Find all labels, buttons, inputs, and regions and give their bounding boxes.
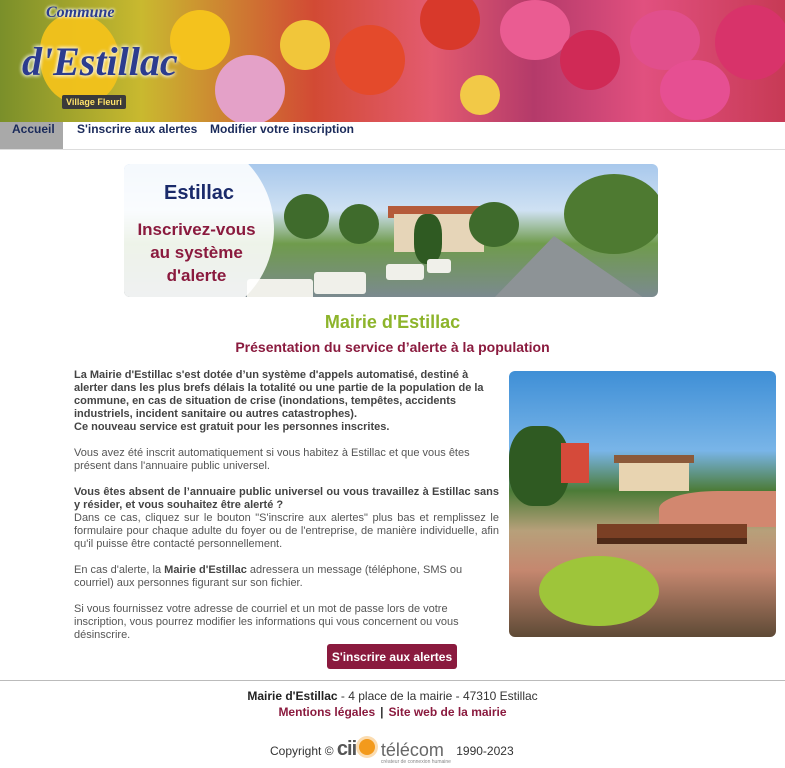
flower-decoration (335, 25, 405, 95)
logo-name-text: d'Estillac (22, 39, 178, 84)
main-nav (0, 122, 785, 150)
intro-bold: La Mairie d'Estillac s'est dotée d’un système d'appels automatisé, destiné à alerter dans les plus brefs délais la totalité ou une partie de la population de la commune, en cas de situation de crise (inondations, tempêtes, accidents industriels, incident sanitaire ou autres catastrophes). (74, 369, 484, 420)
logo-badge: Village Fleuri (62, 95, 126, 109)
flower-decoration (500, 0, 570, 60)
hero-tree (339, 204, 379, 244)
hero-planter (314, 272, 366, 294)
nav-item-inscrire[interactable]: S'inscrire aux alertes (77, 122, 198, 136)
cii-brand-text: cii (336, 738, 357, 760)
hero-tree (564, 174, 658, 254)
alert-text-post: adressera un message (téléphone, SMS ou courriel) aux personnes figurant sur son fichier. (74, 564, 463, 589)
page-subtitle: Présentation du service d’alerte à la population (235, 339, 550, 355)
logo-commune-text: Commune (46, 4, 115, 21)
brand-tagline: créateur de connexion humaine (380, 759, 451, 765)
absent-paragraph (74, 486, 499, 551)
hero-tree (469, 202, 519, 247)
presentation-text (74, 369, 499, 655)
flower-decoration (170, 10, 230, 70)
hero-planter (427, 259, 451, 273)
alert-paragraph (74, 564, 499, 590)
nav-item-accueil[interactable]: Accueil (0, 122, 63, 149)
hero-tree (284, 194, 329, 239)
photo-play-structure (561, 443, 589, 483)
flower-decoration (280, 20, 330, 70)
hero-tree (414, 214, 442, 264)
alert-text-pre: En cas d'alerte, la (74, 564, 165, 576)
flower-decoration (715, 5, 785, 80)
commune-logo[interactable] (18, 0, 178, 120)
absent-question: Vous êtes absent de l’annuaire public universel ou vous travaillez à Estillac sans y résider, et vous souhaitez être alerté ? (74, 486, 499, 511)
auto-registration-paragraph: Vous avez été inscrit automatiquement si vous habitez à Estillac et que vous êtes présent dans l'annuaire public universel. (74, 447, 470, 472)
free-service-note: Ce nouveau service est gratuit pour les personnes inscrites. (74, 421, 390, 433)
flower-decoration (460, 75, 500, 115)
flower-decoration (420, 0, 480, 50)
photo-bench-seat (597, 538, 747, 544)
hero-banner (124, 164, 658, 297)
footer-divider (0, 680, 785, 681)
page-title: Mairie d'Estillac (324, 312, 461, 332)
intro-paragraph (74, 369, 499, 434)
footer-org: Mairie d'Estillac (247, 689, 338, 703)
park-photo (509, 371, 776, 637)
photo-fountain (659, 491, 776, 527)
copyright-text: Copyright © (270, 744, 334, 759)
photo-kiosk (619, 461, 689, 491)
town-site-link[interactable]: Site web de la mairie (388, 705, 507, 719)
header-banner (0, 0, 785, 122)
copyright-years: 1990-2023 (456, 744, 514, 759)
subscribe-button[interactable]: S'inscrire aux alertes (327, 644, 457, 669)
flower-decoration (660, 60, 730, 120)
footer-address-text: - 4 place de la mairie - 47310 Estillac (337, 689, 538, 703)
sun-icon (359, 739, 375, 755)
legal-link[interactable]: Mentions légales (278, 705, 376, 719)
photo-bench (597, 524, 747, 538)
photo-kiosk-roof (614, 455, 694, 463)
hero-subtitle: Inscrivez-vous au système d'alerte (137, 220, 256, 285)
footer-link-separator: | (380, 705, 384, 719)
footer-links (0, 705, 785, 719)
hero-planter (386, 264, 424, 280)
nav-item-modifier[interactable]: Modifier votre inscription (210, 122, 355, 136)
flower-decoration (215, 55, 285, 122)
flower-decoration (560, 30, 620, 90)
alert-text-org: Mairie d'Estillac (164, 564, 247, 576)
email-paragraph: Si vous fournissez votre adresse de courriel et un mot de passe lors de votre inscription, vous pourrez modifier les informations qui vous concernent ou vous désinscrire. (74, 603, 459, 641)
hero-title: Estillac (164, 182, 235, 204)
footer-address (0, 689, 785, 703)
cii-telecom-logo[interactable] (337, 740, 453, 764)
telecom-brand-text: télécom (380, 740, 444, 760)
absent-instructions: Dans ce cas, cliquez sur le bouton "S'inscrire aux alertes" plus bas et remplissez le formulaire pour chaque adulte du foyer ou de l'entreprise, de manière individuelle, afin qu'il puisse être contacté personnellement. (74, 512, 499, 550)
photo-shrub (539, 556, 659, 626)
copyright (270, 740, 530, 764)
photo-tree (509, 426, 569, 506)
